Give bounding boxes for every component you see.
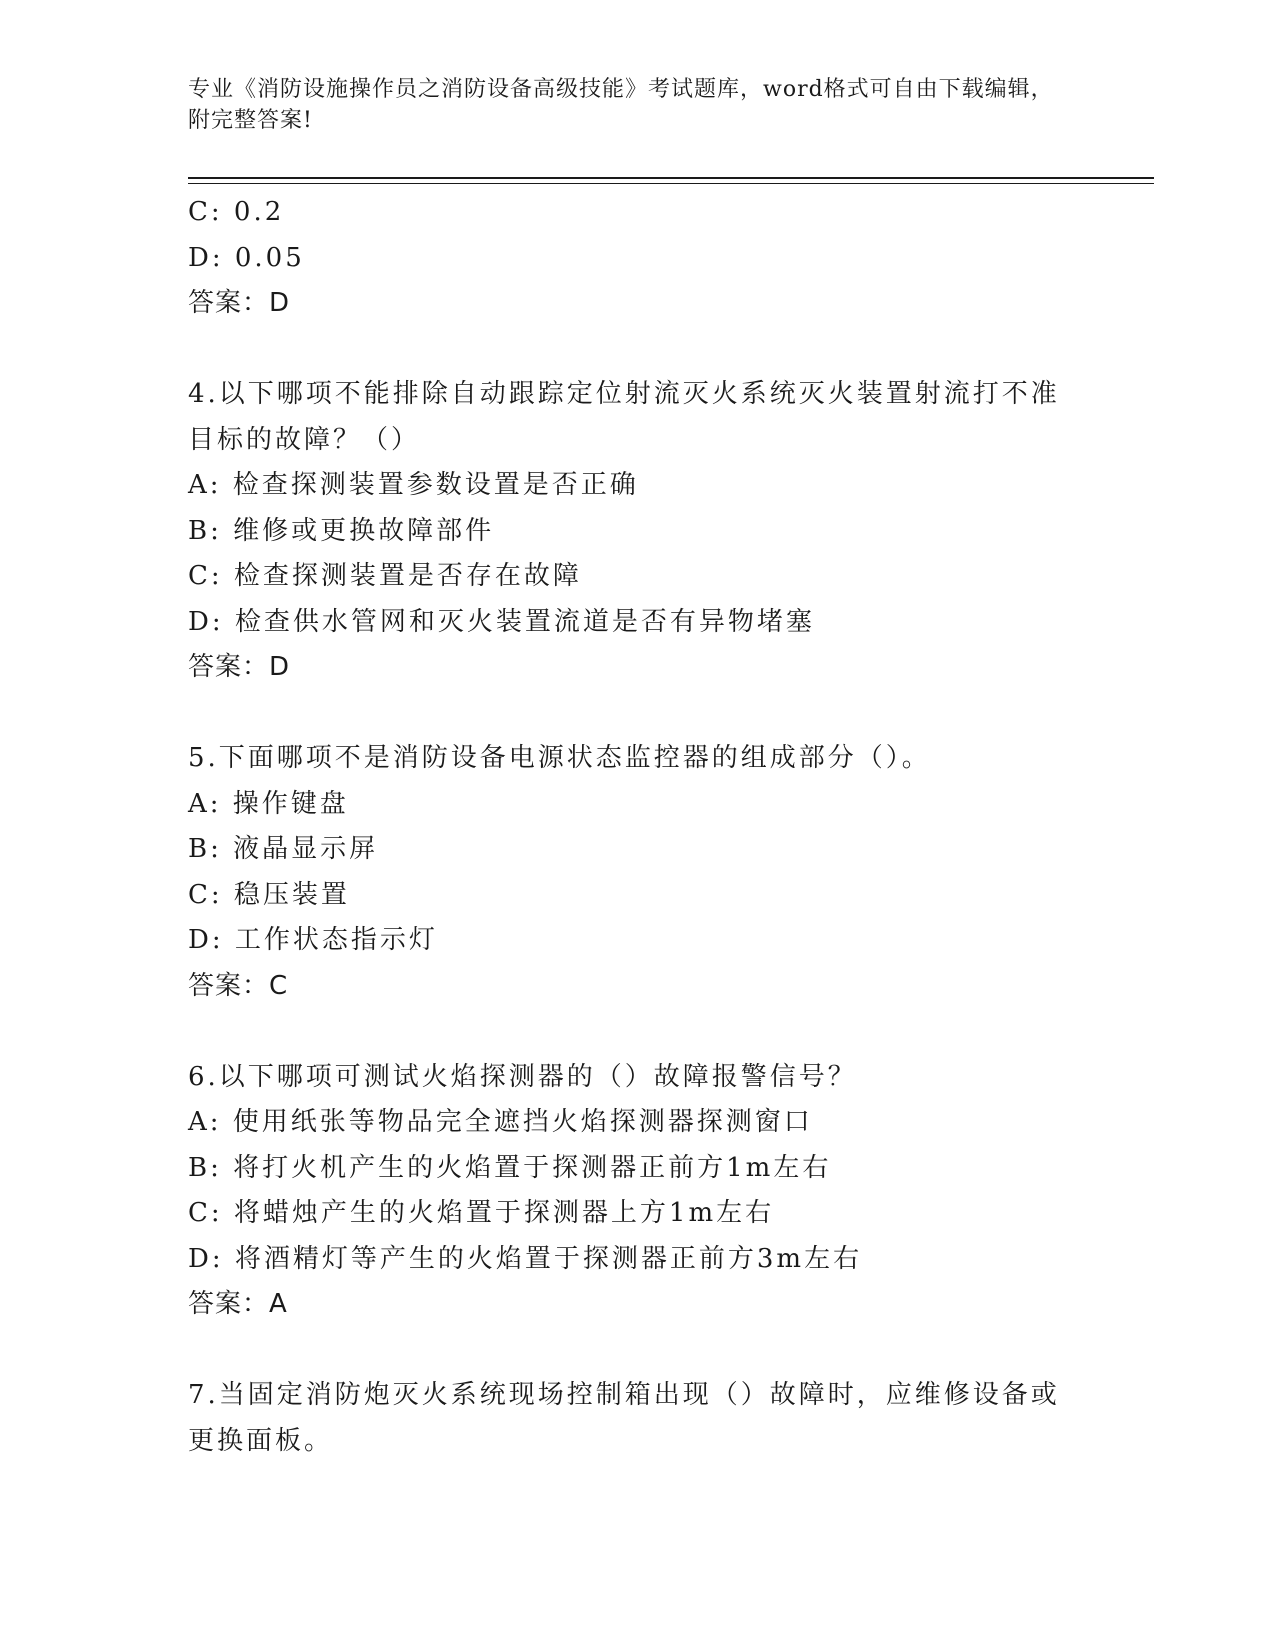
question-list (188, 190, 1088, 1464)
option-d: D: 检查供水管网和灭火装置流道是否有异物堵塞 (188, 606, 815, 637)
question-3-tail (188, 190, 1088, 327)
question-7 (188, 1373, 1088, 1464)
answer-label: 答案：A (188, 1289, 288, 1319)
spacer (188, 327, 1088, 373)
spacer (188, 1328, 1088, 1374)
option-c: C: 0.2 (188, 197, 285, 227)
option-c: C: 检查探测装置是否存在故障 (188, 561, 582, 591)
answer-label: 答案：D (188, 288, 291, 318)
spacer (188, 691, 1088, 737)
option-b: B: 液晶显示屏 (188, 834, 379, 864)
question-4 (188, 372, 1088, 691)
question-5 (188, 736, 1088, 1009)
option-b: B: 将打火机产生的火焰置于探测器正前方1m左右 (188, 1152, 832, 1183)
answer-label: 答案：D (188, 652, 291, 682)
option-a: A: 检查探测装置参数设置是否正确 (188, 470, 639, 500)
option-a: A: 使用纸张等物品完全遮挡火焰探测器探测窗口 (188, 1107, 813, 1137)
option-d: D: 工作状态指示灯 (188, 925, 438, 955)
question-stem: 6.以下哪项可测试火焰探测器的（）故障报警信号？ (188, 1061, 857, 1092)
question-6 (188, 1055, 1088, 1328)
document-header: 专业《消防设施操作员之消防设备高级技能》考试题库，word格式可自由下载编辑，附完整答案! (188, 77, 1054, 133)
question-stem: 7.当固定消防炮灭火系统现场控制箱出现（）故障时，应维修设备或更换面板。 (188, 1380, 1060, 1456)
option-c: C: 稳压装置 (188, 879, 350, 910)
header-divider-thick (188, 177, 1154, 179)
answer-label: 答案：C (188, 970, 289, 1001)
option-d: D: 0.05 (188, 242, 305, 273)
spacer (188, 1009, 1088, 1055)
option-c: C: 将蜡烛产生的火焰置于探测器上方1m左右 (188, 1198, 775, 1228)
question-stem: 4.以下哪项不能排除自动跟踪定位射流灭火系统灭火装置射流打不准目标的故障？（） (188, 379, 1060, 455)
option-b: B: 维修或更换故障部件 (188, 515, 495, 546)
header-divider-thin (188, 183, 1154, 184)
question-stem: 5.下面哪项不是消防设备电源状态监控器的组成部分（）。 (188, 743, 931, 773)
option-d: D: 将酒精灯等产生的火焰置于探测器正前方3m左右 (188, 1243, 863, 1274)
option-a: A: 操作键盘 (188, 788, 349, 819)
